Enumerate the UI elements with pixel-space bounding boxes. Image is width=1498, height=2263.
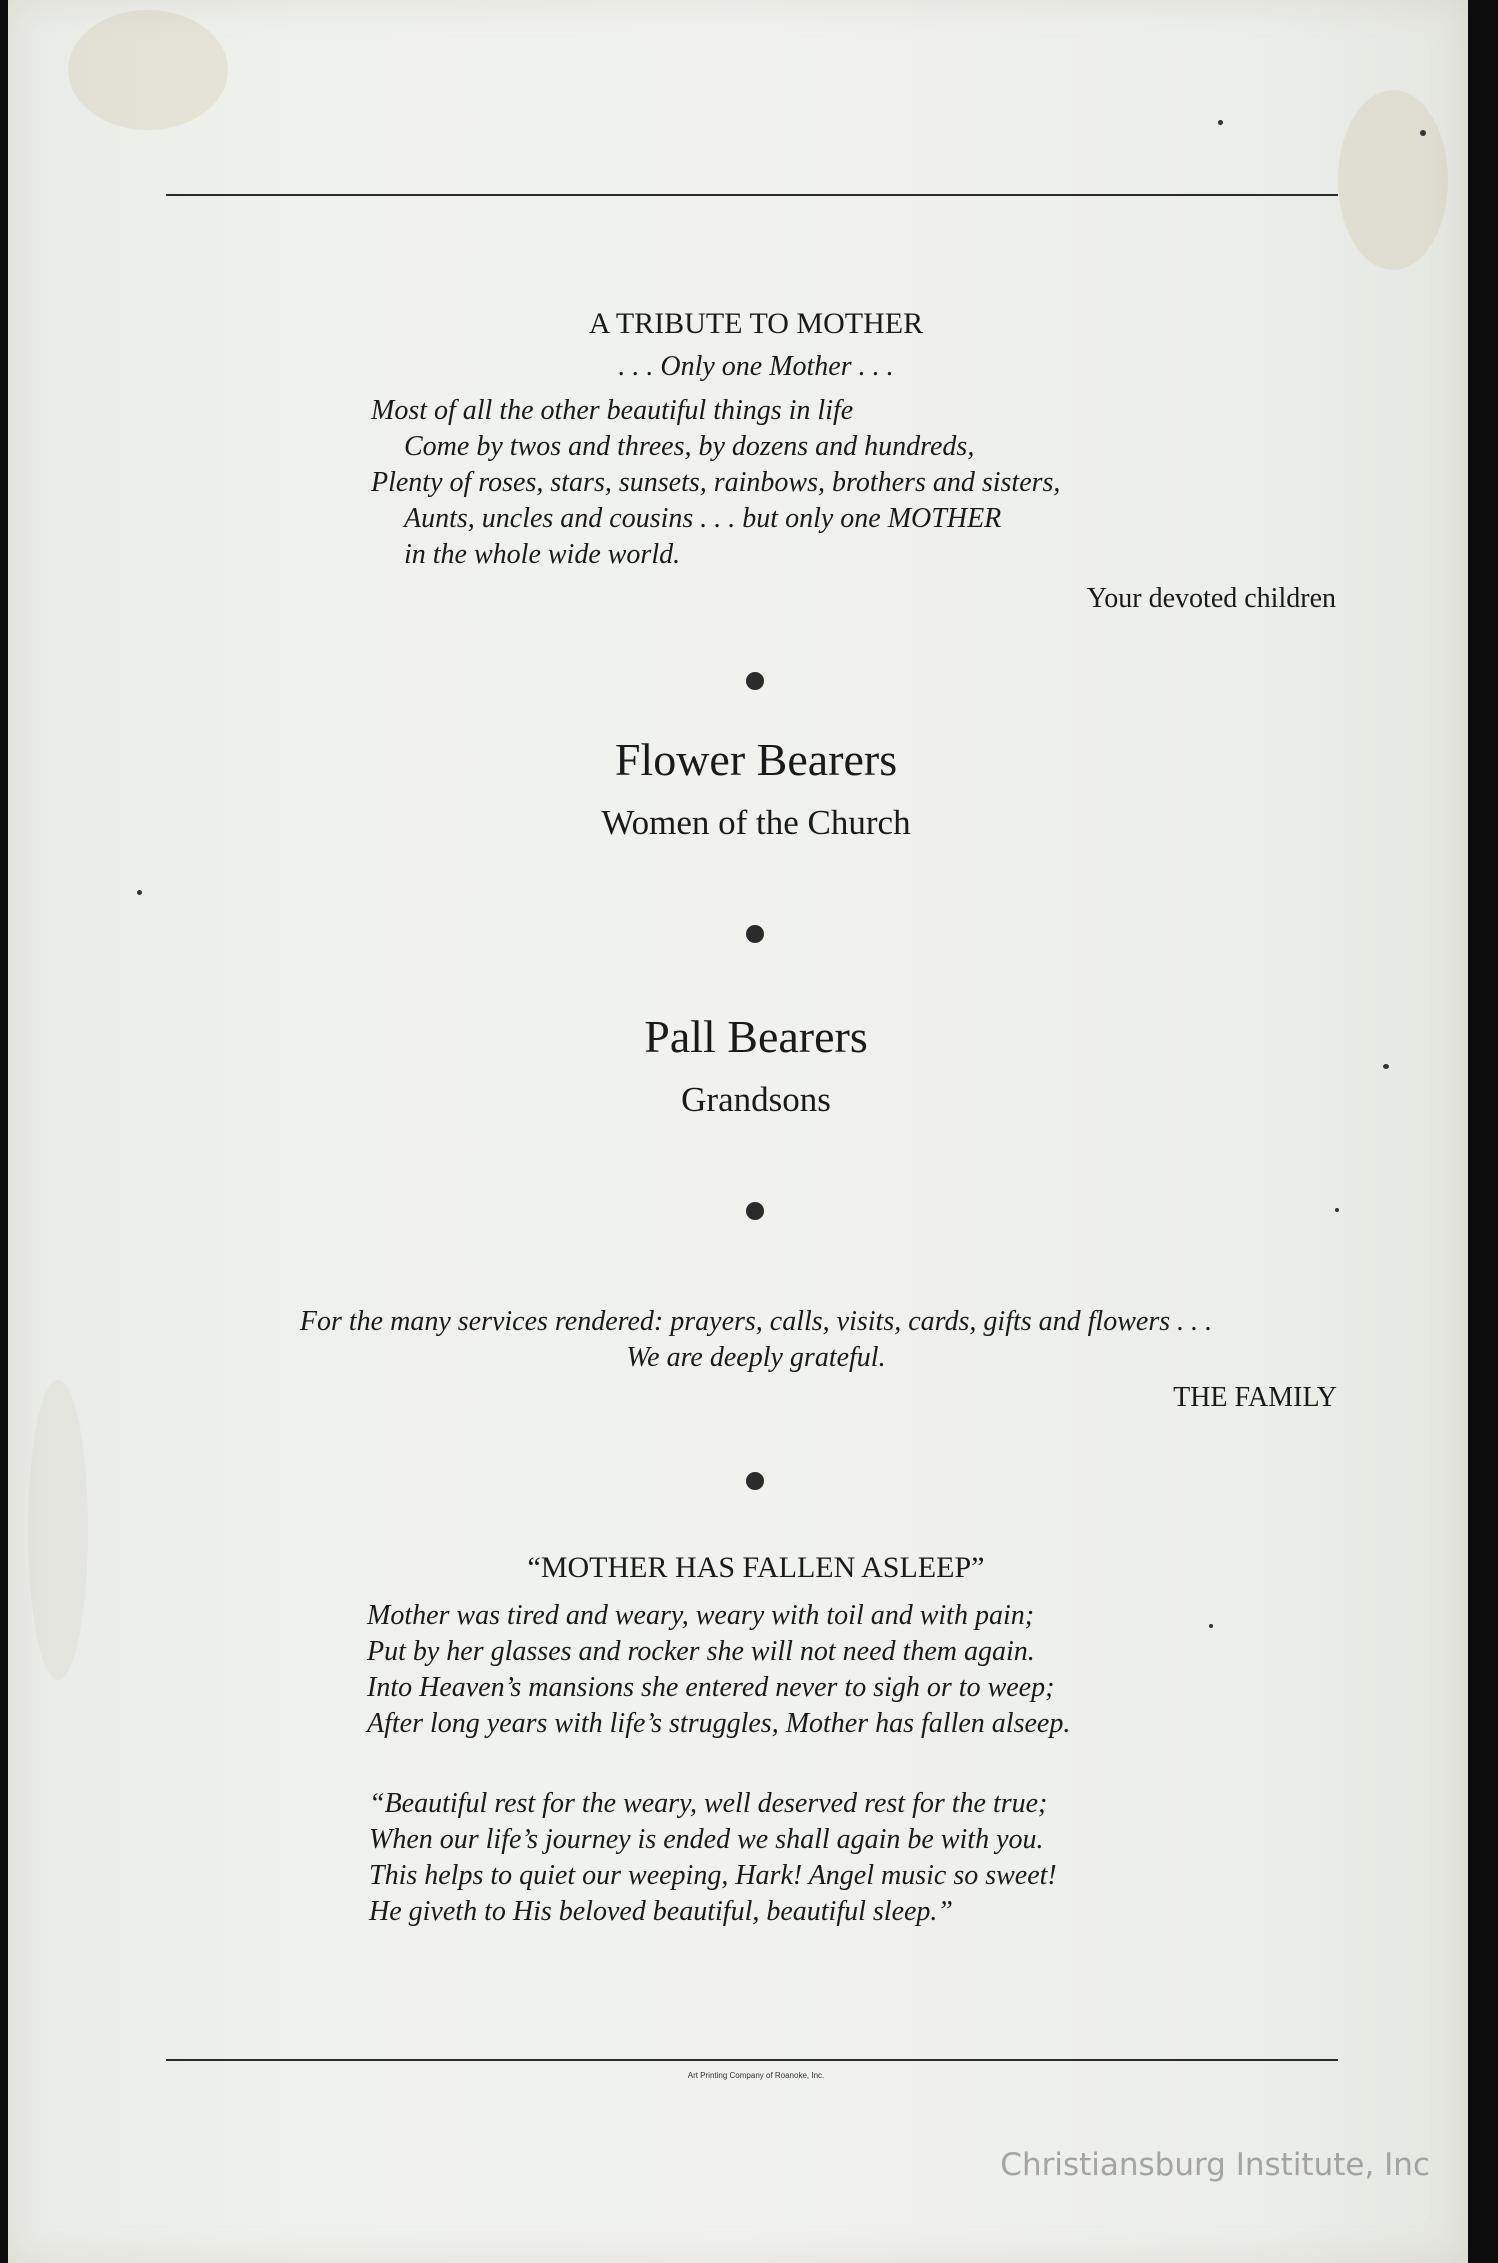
thanks-signature: THE FAMILY [1173,1382,1337,1413]
poem-title: “MOTHER HAS FALLEN ASLEEP” [527,1551,985,1584]
section-bullet [746,925,764,943]
tribute-line: in the whole wide world. [404,539,681,570]
poem-line: After long years with life’s struggles, Mother has fallen alseep. [367,1708,1071,1739]
section-bullet [746,672,764,690]
printer-imprint: Art Printing Company of Roanoke, Inc. [687,2071,825,2080]
watermark: Christiansburg Institute, Inc [1000,2147,1430,2183]
tribute-line: Aunts, uncles and cousins . . . but only one MOTHER [404,503,1002,534]
bottom-rule [166,2059,1338,2061]
paper-speck [137,890,142,895]
poem-line: Mother was tired and weary, weary with toil and with pain; [367,1600,1035,1631]
paper-stain [1338,90,1448,270]
paper-speck [1218,120,1223,125]
pall-bearers-heading: Pall Bearers [644,1011,868,1062]
section-bullet [746,1472,764,1490]
poem-line: Put by her glasses and rocker she will not need them again. [367,1636,1035,1667]
tribute-subtitle: . . . Only one Mother . . . [618,351,894,382]
pall-bearers-names: Grandsons [681,1080,831,1119]
paper-speck [1335,1208,1339,1212]
paper-speck [1420,130,1426,136]
tribute-line: Most of all the other beautiful things in life [371,395,854,426]
poem-line: This helps to quiet our weeping, Hark! Angel music so sweet! [369,1860,1057,1891]
top-rule [166,194,1338,196]
tribute-title: A TRIBUTE TO MOTHER [588,307,924,340]
thanks-line: We are deeply grateful. [626,1342,886,1373]
tribute-line: Come by twos and threes, by dozens and hundreds, [404,431,975,462]
poem-line: When our life’s journey is ended we shall again be with you. [369,1824,1044,1855]
poem-line: He giveth to His beloved beautiful, beautiful sleep.” [369,1896,953,1927]
tribute-signature: Your devoted children [1086,583,1336,614]
poem-line: Into Heaven’s mansions she entered never to sigh or to weep; [367,1672,1055,1703]
paper-stain [28,1380,88,1680]
section-bullet [746,1202,764,1220]
tribute-line: Plenty of roses, stars, sunsets, rainbows, brothers and sisters, [371,467,1061,498]
paper-stain [68,10,228,130]
poem-line: “Beautiful rest for the weary, well deserved rest for the true; [369,1788,1048,1819]
flower-bearers-heading: Flower Bearers [614,734,898,785]
paper-speck [1209,1624,1213,1628]
thanks-line: For the many services rendered: prayers, calls, visits, cards, gifts and flowers . . . [299,1306,1213,1337]
flower-bearers-names: Women of the Church [601,803,911,842]
paper-speck [1383,1064,1389,1069]
